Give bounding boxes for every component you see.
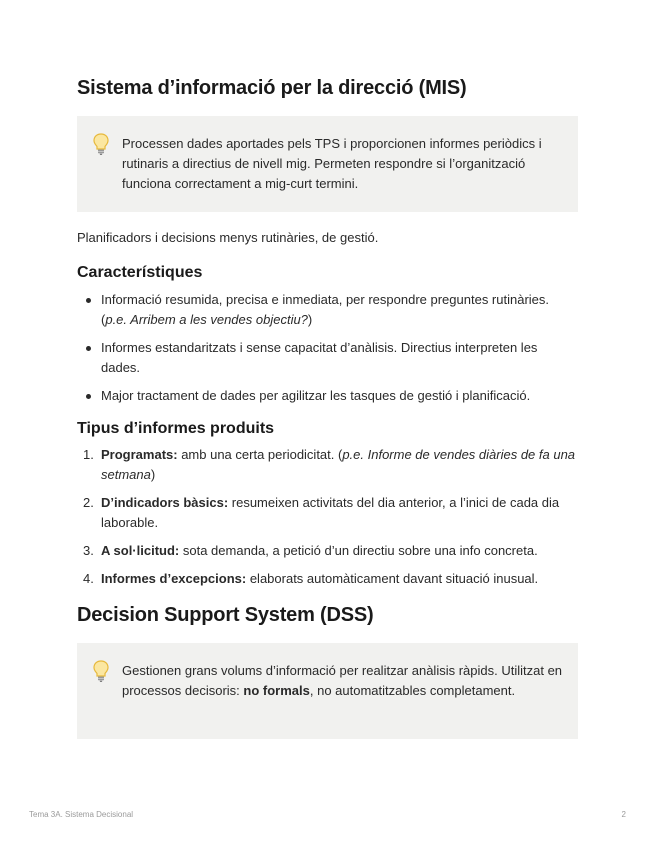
list-item: 4. Informes d’excepcions: elaborats automàticament davant situació inusual.: [83, 571, 539, 586]
lightbulb-icon: [91, 659, 111, 683]
characteristics-list: [77, 290, 578, 406]
reports-heading: Tipus d’informes produits: [77, 420, 275, 437]
characteristics-heading: Característiques: [77, 264, 203, 281]
page-number: 2: [621, 810, 626, 819]
list-item: Informació resumida, precisa e inmediata, per respondre preguntes rutinàries. (p.e. Arribem a les vendes objectiu?): [77, 290, 578, 330]
mis-intro: Planificadors i decisions menys rutinàries, de gestió.: [77, 230, 379, 245]
list-item: Major tractament de dades per agilitzar les tasques de gestió i planificació.: [77, 386, 578, 406]
dss-callout: [77, 643, 578, 739]
list-item: 1. Programats: amb una certa periodicitat. (p.e. Informe de vendes diàries de fa una setmana): [83, 447, 576, 482]
reports-list: [77, 445, 578, 589]
list-item: 3. A sol·licitud: sota demanda, a petició d’un directiu sobre una info concreta.: [83, 543, 538, 558]
mis-callout-text: Processen dades aportades pels TPS i proporcionen informes periòdics i rutinaris a directius de nivell mig. Permeten respondre si l’organització funciona correctament a mig-curt termini.: [122, 136, 542, 191]
mis-callout: [77, 116, 578, 212]
dss-title: Decision Support System (DSS): [77, 604, 374, 626]
footer-title: Tema 3A. Sistema Decisional: [29, 810, 134, 819]
mis-title: Sistema d’informació per la direcció (MIS): [77, 77, 467, 99]
dss-callout-text: Gestionen grans volums d’informació per realitzar anàlisis ràpids. Utilitzat en processos decisoris: no formals, no automatitzables completament.: [122, 663, 563, 698]
list-item: 2. D’indicadors bàsics: resumeixen activitats del dia anterior, a l’inici de cada dia laborable.: [83, 495, 560, 530]
list-item: Informes estandaritzats i sense capacitat d’anàlisis. Directius interpreten les dades.: [77, 338, 578, 378]
lightbulb-icon: [91, 132, 111, 156]
